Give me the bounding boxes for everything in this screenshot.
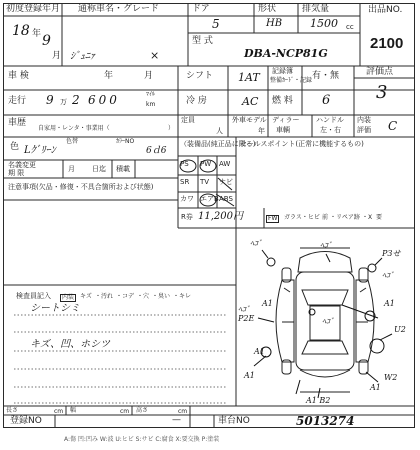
mileage-man-unit: 万 [60,98,67,106]
mileage-digit-2: 2 [72,93,80,107]
equipment-item: PW [200,160,212,168]
inspector-option: ・臭い [152,293,171,300]
diagram-note-u2: U2 [394,325,406,334]
inspector-option: 内装 [62,294,75,301]
chassis-label: 車台NO [218,416,250,426]
diagram-note-right-2: ﾍｺﾞ [382,271,394,280]
fuel-value: 6 [322,93,331,108]
owner-change-label: 名義変更 [8,161,36,169]
shift-value: 1AT [238,71,260,84]
capacity-label: 定員 [181,116,195,124]
equipment-item: ナビ [219,178,233,186]
inspector-option: キズ [80,293,92,300]
diagram-note-a1-bottom-right: A1 [370,383,381,392]
diagram-note-a1-bottom-left: A1 [244,371,255,380]
diagram-note-a1-left-lower: A1 [254,347,265,356]
interior-sub-label: 評価 [357,126,371,134]
diagram-note-a1-right: A1 [384,299,395,308]
diagram-note-top-mid: ﾍｺﾞ [320,241,332,250]
length-unit: cm [54,408,64,415]
cert-sub-label: 整備ｶｰﾄﾞ・記録 [270,77,313,84]
height-unit: cm [178,408,188,415]
model-type-value: DBA-NCP81G [244,47,328,60]
reg-year-unit: 年 [32,29,42,39]
mileage-digit-3: 600 [88,93,120,107]
defect-chip: 要 [376,214,383,221]
interior-score: C [388,119,398,133]
reg-no-label: 登録NO [10,416,42,426]
doors-value: 5 [212,17,220,31]
equipment-item: エアB [200,195,219,203]
color-value: Lｸﾞﾘｰﾝ [24,145,56,156]
ext-model-label: 外車モデル [232,116,267,124]
inspector-option: ・コデ [116,293,135,300]
width-unit: cm [120,408,130,415]
inspection-year-unit: 年 [104,71,114,81]
r-key-label: R券 [181,213,193,221]
dealer-label: ディラー [272,116,300,124]
shape-label: 形状 [258,4,277,14]
inspection-label: 車 検 [8,71,29,81]
legend-text: A:傷 凹:凹み W:波 U:ヒビ S:サビ C:腐食 X:要交換 P:塗装 [64,436,220,443]
diagram-note-left-mid: ﾍｺﾞ P2E [238,305,255,323]
color-no-value: 6ｄ6 [146,146,167,156]
equipment-label: （装備品(純正品に限る) [180,140,256,148]
first-reg-label: 初度登録年月 [6,4,61,14]
owner-day-unit: 日迄 [92,165,106,173]
original-color-label: 色替 [66,138,79,145]
inspector-note-2: キズ、凹、ホシツ [30,339,111,350]
equipment-item: SR [180,178,190,186]
diagram-note-right-1: P3せ [382,249,401,258]
lot-no-value: 2100 [370,35,404,52]
ac-value: AC [242,95,259,108]
model-type-label: 型 式 [192,36,213,46]
equipment-item: AW [219,160,231,168]
displacement-value: 1500 [310,17,338,30]
inspector-note-1: シートシミ [30,303,80,314]
defect-chip: ・X [362,214,373,221]
reg-year: 18 [12,23,30,39]
mileage-label: 走行 [8,96,27,106]
owner-month-unit: 月 [68,165,75,173]
defect-chip: ガラス・ヒビ [284,214,320,221]
sales-point-label: セールスポイント(正常に機能するもの) [240,140,364,148]
diagram-note-bottom: A1 B2 [306,396,331,405]
model-name-label: 通称車名・グレード [78,4,160,14]
displacement-label: 排気量 [302,4,330,14]
reg-month: 9 [42,33,51,49]
inspector-label: 検査員記入 [16,292,51,300]
r-key-value: 11,200円 [198,211,243,222]
interior-label: 内装 [357,116,371,124]
width-label: 幅 [70,407,77,414]
height-label: 高さ [136,407,149,414]
defect-chip: FW [268,215,278,222]
notes-label: 注意事項(欠品・修復・不具合箇所および状態) [8,183,154,191]
inspector-option: ・汚れ [95,293,114,300]
chassis-value: 5013274 [296,414,355,428]
handle-options: 左・右 [320,126,341,134]
ext-model-unit: 年 [258,127,265,135]
handle-label: ハンドル [316,116,344,124]
km-unit: km [146,101,156,108]
score-value: 3 [376,82,388,103]
inspection-month-unit: 月 [144,71,154,81]
diagram-note-center: ﾍｺﾞ [322,317,334,326]
equipment-item: PS [180,160,189,168]
cc-unit: cc [346,23,354,31]
defect-chip: 前 [322,214,329,221]
model-name: ｼﾞｭﾆｧ [70,51,95,62]
equipment-item: ABS [219,195,233,203]
doors-label: ドア [192,4,210,14]
mile-unit: ﾏｲﾙ [146,91,156,98]
history-label: 車歴 [8,118,27,128]
shift-label: シフト [186,71,214,81]
color-no-label: ｶﾗｰNO [116,138,135,145]
mileage-digit-1: 9 [46,93,54,107]
history-close: ） [168,125,175,132]
shape-value: HB [266,18,283,29]
cert-yes-no: 有・無 [312,71,340,81]
ac-label: 冷 房 [186,96,207,106]
dealer-sub-label: 車輌 [276,126,290,134]
history-options: 自家用・レンタ・事業用（ [38,125,110,132]
cert-label: 記録簿 [272,67,293,75]
reg-month-unit: 月 [52,51,62,61]
capacity-unit: 人 [216,127,223,135]
length-label: 長さ [6,407,19,414]
inspector-option: ・キレ [173,293,191,300]
inspector-option: ・穴 [137,293,150,300]
reg-no-dash: — [172,415,181,425]
diagram-note-w2: W2 [384,373,398,382]
equipment-item: カワ [180,195,194,203]
defect-chip: ・リペア跡 [330,214,360,221]
equipment-item: TV [200,178,210,186]
score-label: 評価点 [366,67,394,77]
grade-mark: × [150,49,160,62]
fuel-label: 燃 料 [272,96,293,106]
diagram-note-a2-top: A1 [262,299,273,308]
color-label: 色 [10,142,20,152]
diagram-note-top-left: ﾍｺﾞ [250,239,262,248]
owner-change-sub: 期 限 [8,169,25,177]
loading-label: 積載 [116,165,130,173]
lot-no-label: 出品NO. [368,5,403,15]
